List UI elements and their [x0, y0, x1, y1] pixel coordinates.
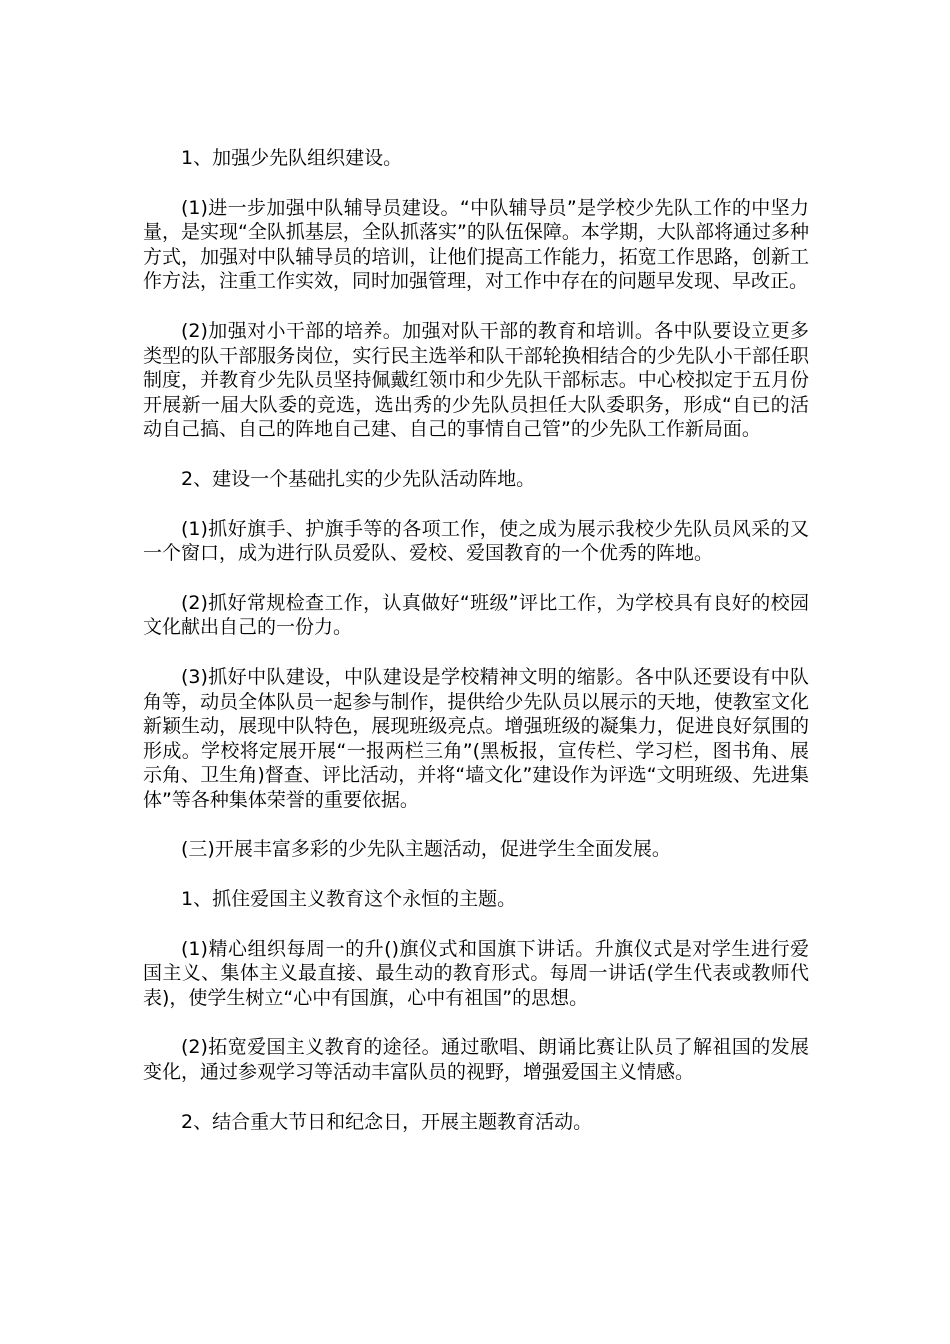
paragraph: (1)精心组织每周一的升()旗仪式和国旗下讲话。升旗仪式是对学生进行爱国主义、集体主义最直接、最生动的教育形式。每周一讲话(学生代表或教师代表)，使学生树立“心中有国旗，心中有祖国”的思想。: [143, 937, 809, 1009]
section-heading: 1、加强少先队组织建设。: [181, 147, 403, 169]
paragraph: (1)进一步加强中队辅导员建设。“中队辅导员”是学校少先队工作的中坚力量，是实现“全队抓基层，全队抓落实”的队伍保障。本学期，大队部将通过多种方式，加强对中队辅导员的培训，让他们提高工作能力，拓宽工作思路，创新工作方法，注重工作实效，同时加强管理，对工作中存在的问题早发现、早改正。: [143, 196, 809, 293]
section-heading: 2、结合重大节日和纪念日，开展主题教育活动。: [181, 1110, 593, 1133]
paragraph: (2)拓宽爱国主义教育的途径。通过歌唱、朗诵比赛让队员了解祖国的发展变化，通过参观学习等活动丰富队员的视野，增强爱国主义情感。: [143, 1036, 809, 1084]
section-heading: (三)开展丰富多彩的少先队主题活动，促进学生全面发展。: [181, 838, 671, 861]
document-page: [143, 146, 809, 1159]
paragraph: (1)抓好旗手、护旗手等的各项工作，使之成为展示我校少先队员风采的又一个窗口，成为进行队员爱队、爱校、爱国教育的一个优秀的阵地。: [143, 517, 809, 565]
paragraph: (2)抓好常规检查工作，认真做好“班级”评比工作，为学校具有良好的校园文化献出自己的一份力。: [143, 591, 809, 639]
paragraph: (3)抓好中队建设，中队建设是学校精神文明的缩影。各中队还要设有中队角等，动员全体队员一起参与制作，提供给少先队员以展示的天地，使教室文化新颖生动，展现中队特色，展现班级亮点。增强班级的凝集力，促进良好氛围的形成。学校将定展开展“一报两栏三角”(黑板报，宣传栏、学习栏，图书角、展示角、卫生角)督查、评比活动，并将“墙文化”建设作为评选“文明班级、先进集体”等各种集体荣誉的重要依据。: [143, 665, 809, 811]
section-heading: 1、抓住爱国主义教育这个永恒的主题。: [181, 888, 517, 911]
section-heading: 2、建设一个基础扎实的少先队活动阵地。: [181, 467, 536, 490]
paragraph: (2)加强对小干部的培养。加强对队干部的教育和培训。各中队要设立更多类型的队干部服务岗位，实行民主选举和队干部轮换相结合的少先队小干部任职制度，并教育少先队员坚持佩戴红领巾和少先队干部标志。中心校拟定于五月份开展新一届大队委的竞选，选出秀的少先队员担任大队委职务，形成“自已的活动自己搞、自己的阵地自己建、自己的事情自己管”的少先队工作新局面。: [143, 319, 809, 441]
